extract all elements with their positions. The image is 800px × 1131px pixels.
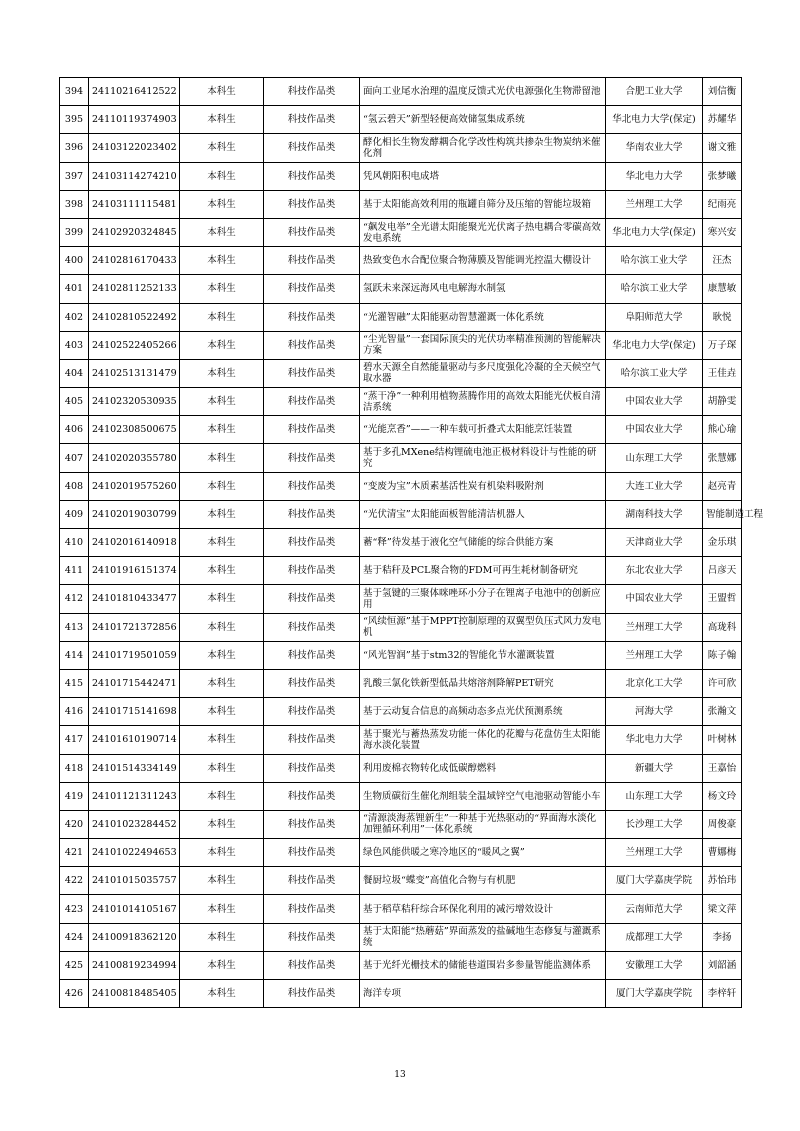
cell-id: 24101810433477 bbox=[89, 585, 180, 613]
cell-level: 本科生 bbox=[180, 359, 264, 387]
table-row bbox=[60, 951, 742, 979]
cell-category: 科技作品类 bbox=[264, 444, 360, 472]
cell-number: 397 bbox=[60, 162, 89, 190]
cell-level: 本科生 bbox=[180, 585, 264, 613]
cell-school: 中国农业大学 bbox=[606, 388, 703, 416]
cell-title: “氢云碧天”新型轻便高效储氢集成系统 bbox=[360, 106, 606, 134]
cell-title: 乳酸三氯化铁新型低晶共熔溶剂降解PET研究 bbox=[360, 669, 606, 697]
cell-number: 411 bbox=[60, 557, 89, 585]
cell-school: 合肥工业大学 bbox=[606, 78, 703, 106]
table-row bbox=[60, 810, 742, 838]
cell-level: 本科生 bbox=[180, 78, 264, 106]
table-row bbox=[60, 472, 742, 500]
table-row bbox=[60, 218, 742, 246]
cell-name: 杨文玲 bbox=[703, 782, 742, 810]
cell-title: 热致变色水合配位聚合物薄膜及智能调光控温大棚设计 bbox=[360, 247, 606, 275]
cell-category: 科技作品类 bbox=[264, 782, 360, 810]
cell-category: 科技作品类 bbox=[264, 980, 360, 1008]
cell-school: 华南农业大学 bbox=[606, 134, 703, 162]
cell-category: 科技作品类 bbox=[264, 472, 360, 500]
cell-name: 谢文雅 bbox=[703, 134, 742, 162]
cell-school: 兰州理工大学 bbox=[606, 613, 703, 641]
cell-name: 万子琛 bbox=[703, 331, 742, 359]
cell-number: 396 bbox=[60, 134, 89, 162]
cell-number: 408 bbox=[60, 472, 89, 500]
cell-title: 基于稻草秸秆综合环保化利用的减污增效设计 bbox=[360, 895, 606, 923]
cell-school: 兰州理工大学 bbox=[606, 641, 703, 669]
cell-school: 云南师范大学 bbox=[606, 895, 703, 923]
cell-title: 绿色风能供暖之寒冷地区的“暖风之翼” bbox=[360, 839, 606, 867]
cell-school: 哈尔滨工业大学 bbox=[606, 247, 703, 275]
cell-id: 24103122023402 bbox=[89, 134, 180, 162]
award-list-table bbox=[59, 77, 764, 1008]
cell-school: 新疆大学 bbox=[606, 754, 703, 782]
cell-level: 本科生 bbox=[180, 951, 264, 979]
cell-level: 本科生 bbox=[180, 500, 264, 528]
cell-title: “风续恒源”基于MPPT控制原理的双翼型负压式风力发电机 bbox=[360, 613, 606, 641]
cell-category: 科技作品类 bbox=[264, 726, 360, 754]
cell-title: 氢跃未来深远海风电电解海水制氢 bbox=[360, 275, 606, 303]
cell-title: 酵化相长生物发酵耦合化学改性构筑共掺杂生物炭纳米催化剂 bbox=[360, 134, 606, 162]
cell-school: 湖南科技大学 bbox=[606, 500, 703, 528]
cell-title: 基于太阳能“热蘑菇”界面蒸发的盐碱地生态修复与灌溉系统 bbox=[360, 923, 606, 951]
cell-category: 科技作品类 bbox=[264, 923, 360, 951]
cell-id: 24102810522492 bbox=[89, 303, 180, 331]
cell-name: 王盟哲 bbox=[703, 585, 742, 613]
cell-id: 24101014105167 bbox=[89, 895, 180, 923]
cell-name: 许可欣 bbox=[703, 669, 742, 697]
cell-number: 417 bbox=[60, 726, 89, 754]
cell-number: 414 bbox=[60, 641, 89, 669]
cell-number: 420 bbox=[60, 810, 89, 838]
table-row bbox=[60, 529, 742, 557]
cell-level: 本科生 bbox=[180, 162, 264, 190]
cell-id: 24101022494653 bbox=[89, 839, 180, 867]
cell-category: 科技作品类 bbox=[264, 500, 360, 528]
cell-category: 科技作品类 bbox=[264, 839, 360, 867]
cell-title: 蓄“释”待发基于液化空气储能的综合供能方案 bbox=[360, 529, 606, 557]
cell-number: 400 bbox=[60, 247, 89, 275]
cell-name: 王嘉怡 bbox=[703, 754, 742, 782]
cell-number: 415 bbox=[60, 669, 89, 697]
cell-level: 本科生 bbox=[180, 867, 264, 895]
cell-number: 412 bbox=[60, 585, 89, 613]
cell-id: 24100818485405 bbox=[89, 980, 180, 1008]
table-row bbox=[60, 557, 742, 585]
cell-number: 405 bbox=[60, 388, 89, 416]
cell-title: 基于太阳能高效利用的瓶罐自筛分及压缩的智能垃圾箱 bbox=[360, 190, 606, 218]
cell-category: 科技作品类 bbox=[264, 162, 360, 190]
cell-category: 科技作品类 bbox=[264, 613, 360, 641]
table-row bbox=[60, 641, 742, 669]
cell-title: “光能烹香”——一种车载可折叠式太阳能烹饪装置 bbox=[360, 416, 606, 444]
cell-level: 本科生 bbox=[180, 698, 264, 726]
table-row bbox=[60, 895, 742, 923]
cell-category: 科技作品类 bbox=[264, 359, 360, 387]
cell-name: 熊心瑜 bbox=[703, 416, 742, 444]
cell-id: 24102320530935 bbox=[89, 388, 180, 416]
cell-number: 410 bbox=[60, 529, 89, 557]
cell-id: 24101715141698 bbox=[89, 698, 180, 726]
cell-category: 科技作品类 bbox=[264, 303, 360, 331]
cell-number: 422 bbox=[60, 867, 89, 895]
table-row bbox=[60, 500, 742, 528]
cell-name: 高珑科 bbox=[703, 613, 742, 641]
cell-level: 本科生 bbox=[180, 218, 264, 246]
cell-level: 本科生 bbox=[180, 275, 264, 303]
cell-number: 424 bbox=[60, 923, 89, 951]
cell-name: 周俊豪 bbox=[703, 810, 742, 838]
cell-category: 科技作品类 bbox=[264, 106, 360, 134]
cell-category: 科技作品类 bbox=[264, 247, 360, 275]
cell-id: 24100918362120 bbox=[89, 923, 180, 951]
cell-level: 本科生 bbox=[180, 726, 264, 754]
cell-name: 刘信衡 bbox=[703, 78, 742, 106]
cell-name: 李扬 bbox=[703, 923, 742, 951]
cell-id: 24101715442471 bbox=[89, 669, 180, 697]
cell-school: 河海大学 bbox=[606, 698, 703, 726]
cell-title: “飙发电举”全光谱太阳能聚光光伏离子热电耦合零碳高效发电系统 bbox=[360, 218, 606, 246]
cell-id: 24103114274210 bbox=[89, 162, 180, 190]
cell-id: 24103111115481 bbox=[89, 190, 180, 218]
cell-name: 苏怡玮 bbox=[703, 867, 742, 895]
table-row bbox=[60, 416, 742, 444]
cell-level: 本科生 bbox=[180, 388, 264, 416]
cell-level: 本科生 bbox=[180, 895, 264, 923]
table-row bbox=[60, 275, 742, 303]
cell-school: 中国农业大学 bbox=[606, 585, 703, 613]
cell-category: 科技作品类 bbox=[264, 867, 360, 895]
cell-title: 餐厨垃圾“蝶变”高值化合物与有机肥 bbox=[360, 867, 606, 895]
cell-number: 426 bbox=[60, 980, 89, 1008]
cell-category: 科技作品类 bbox=[264, 134, 360, 162]
cell-name: 耿悦 bbox=[703, 303, 742, 331]
cell-category: 科技作品类 bbox=[264, 669, 360, 697]
cell-level: 本科生 bbox=[180, 641, 264, 669]
table-row bbox=[60, 698, 742, 726]
cell-level: 本科生 bbox=[180, 416, 264, 444]
cell-id: 24101719501059 bbox=[89, 641, 180, 669]
cell-category: 科技作品类 bbox=[264, 641, 360, 669]
cell-school: 长沙理工大学 bbox=[606, 810, 703, 838]
cell-title: “蒸干净”一种利用植物蒸腾作用的高效太阳能光伏板自清洁系统 bbox=[360, 388, 606, 416]
cell-level: 本科生 bbox=[180, 106, 264, 134]
cell-title: 基于多孔MXene结构锂硫电池正极材料设计与性能的研究 bbox=[360, 444, 606, 472]
cell-school: 哈尔滨工业大学 bbox=[606, 359, 703, 387]
cell-id: 24102019575260 bbox=[89, 472, 180, 500]
cell-school: 大连工业大学 bbox=[606, 472, 703, 500]
cell-name: 梁文萍 bbox=[703, 895, 742, 923]
cell-category: 科技作品类 bbox=[264, 275, 360, 303]
cell-name: 纪雨亮 bbox=[703, 190, 742, 218]
table-row bbox=[60, 726, 742, 754]
cell-level: 本科生 bbox=[180, 134, 264, 162]
cell-id: 24101023284452 bbox=[89, 810, 180, 838]
cell-id: 24102920324845 bbox=[89, 218, 180, 246]
cell-school: 北京化工大学 bbox=[606, 669, 703, 697]
cell-id: 24102016140918 bbox=[89, 529, 180, 557]
cell-name: 赵亮青 bbox=[703, 472, 742, 500]
cell-category: 科技作品类 bbox=[264, 698, 360, 726]
cell-id: 24101610190714 bbox=[89, 726, 180, 754]
cell-name: 刘韶涵 bbox=[703, 951, 742, 979]
cell-name: 胡静雯 bbox=[703, 388, 742, 416]
table-row bbox=[60, 303, 742, 331]
cell-number: 421 bbox=[60, 839, 89, 867]
cell-id: 24100819234994 bbox=[89, 951, 180, 979]
cell-school: 华北电力大学 bbox=[606, 726, 703, 754]
cell-number: 406 bbox=[60, 416, 89, 444]
cell-level: 本科生 bbox=[180, 472, 264, 500]
cell-school: 阜阳师范大学 bbox=[606, 303, 703, 331]
cell-level: 本科生 bbox=[180, 923, 264, 951]
cell-title: 生物质碳衍生催化剂组装全温域锌空气电池驱动智能小车 bbox=[360, 782, 606, 810]
cell-number: 401 bbox=[60, 275, 89, 303]
cell-level: 本科生 bbox=[180, 557, 264, 585]
cell-title: 海洋专项 bbox=[360, 980, 606, 1008]
cell-school: 厦门大学嘉庚学院 bbox=[606, 867, 703, 895]
cell-title: 面向工业尾水治理的温度反馈式光伏电源强化生物滞留池 bbox=[360, 78, 606, 106]
cell-category: 科技作品类 bbox=[264, 78, 360, 106]
cell-id: 24101015035757 bbox=[89, 867, 180, 895]
cell-category: 科技作品类 bbox=[264, 218, 360, 246]
table-row bbox=[60, 190, 742, 218]
cell-title: “清源淡海蒸锂新生”一种基于光热驱动的“界面海水淡化加锂循环利用”一体化系统 bbox=[360, 810, 606, 838]
cell-category: 科技作品类 bbox=[264, 190, 360, 218]
cell-school: 中国农业大学 bbox=[606, 416, 703, 444]
cell-title: “光灌智融”太阳能驱动智慧灌溉一体化系统 bbox=[360, 303, 606, 331]
cell-school: 安徽理工大学 bbox=[606, 951, 703, 979]
cell-name: 金乐琪 bbox=[703, 529, 742, 557]
cell-level: 本科生 bbox=[180, 669, 264, 697]
cell-level: 本科生 bbox=[180, 529, 264, 557]
cell-title: “尘光智量”一套国际顶尖的光伏功率精准预测的智能解决方案 bbox=[360, 331, 606, 359]
table-row bbox=[60, 78, 742, 106]
cell-name: 智能制造工程 bbox=[703, 500, 742, 528]
cell-title: 碧水天源全自然能量驱动与多尺度强化冷凝的全天候空气取水器 bbox=[360, 359, 606, 387]
cell-name: 陈子翰 bbox=[703, 641, 742, 669]
table-row bbox=[60, 162, 742, 190]
cell-level: 本科生 bbox=[180, 613, 264, 641]
cell-id: 24110119374903 bbox=[89, 106, 180, 134]
cell-title: “风光智润”基于stm32的智能化节水灌溉装置 bbox=[360, 641, 606, 669]
cell-school: 兰州理工大学 bbox=[606, 190, 703, 218]
cell-level: 本科生 bbox=[180, 444, 264, 472]
cell-id: 24102522405266 bbox=[89, 331, 180, 359]
cell-level: 本科生 bbox=[180, 303, 264, 331]
cell-level: 本科生 bbox=[180, 782, 264, 810]
cell-school: 成都理工大学 bbox=[606, 923, 703, 951]
cell-title: “变废为宝”木质素基活性炭有机染料吸附剂 bbox=[360, 472, 606, 500]
cell-category: 科技作品类 bbox=[264, 416, 360, 444]
cell-category: 科技作品类 bbox=[264, 895, 360, 923]
cell-title: 利用废棉衣物转化成低碳醇燃料 bbox=[360, 754, 606, 782]
cell-name: 汪杰 bbox=[703, 247, 742, 275]
cell-name: 李梓轩 bbox=[703, 980, 742, 1008]
cell-name: 王佳垚 bbox=[703, 359, 742, 387]
table-row bbox=[60, 331, 742, 359]
cell-school: 华北电力大学(保定) bbox=[606, 218, 703, 246]
cell-number: 418 bbox=[60, 754, 89, 782]
cell-name: 叶树林 bbox=[703, 726, 742, 754]
cell-school: 山东理工大学 bbox=[606, 444, 703, 472]
cell-name: 曹娜梅 bbox=[703, 839, 742, 867]
cell-category: 科技作品类 bbox=[264, 585, 360, 613]
cell-school: 兰州理工大学 bbox=[606, 839, 703, 867]
cell-title: 基于光纤光栅技术的储能巷道围岩多参量智能监测体系 bbox=[360, 951, 606, 979]
cell-id: 24102811252133 bbox=[89, 275, 180, 303]
cell-number: 407 bbox=[60, 444, 89, 472]
cell-id: 24101514334149 bbox=[89, 754, 180, 782]
cell-id: 24101721372856 bbox=[89, 613, 180, 641]
table-row bbox=[60, 585, 742, 613]
cell-school: 哈尔滨工业大学 bbox=[606, 275, 703, 303]
table-row bbox=[60, 839, 742, 867]
cell-category: 科技作品类 bbox=[264, 557, 360, 585]
page-number: 13 bbox=[394, 1070, 406, 1080]
cell-number: 403 bbox=[60, 331, 89, 359]
table-row bbox=[60, 613, 742, 641]
cell-title: 基于秸秆及PCL聚合物的FDM可再生耗材制备研究 bbox=[360, 557, 606, 585]
cell-name: 张瀚文 bbox=[703, 698, 742, 726]
cell-level: 本科生 bbox=[180, 247, 264, 275]
table-row bbox=[60, 923, 742, 951]
cell-name: 苏耀华 bbox=[703, 106, 742, 134]
table-row bbox=[60, 106, 742, 134]
cell-id: 24102308500675 bbox=[89, 416, 180, 444]
cell-number: 413 bbox=[60, 613, 89, 641]
cell-number: 423 bbox=[60, 895, 89, 923]
table-row bbox=[60, 980, 742, 1008]
cell-number: 402 bbox=[60, 303, 89, 331]
cell-title: 基于聚光与蓄热蒸发功能一体化的花瓣与花盘仿生太阳能海水淡化装置 bbox=[360, 726, 606, 754]
cell-id: 24101916151374 bbox=[89, 557, 180, 585]
table-body bbox=[60, 78, 764, 1008]
cell-title: 基于氢键的三聚体咪唑环小分子在锂离子电池中的创新应用 bbox=[360, 585, 606, 613]
cell-number: 409 bbox=[60, 500, 89, 528]
table-row bbox=[60, 247, 742, 275]
cell-category: 科技作品类 bbox=[264, 754, 360, 782]
cell-name: 寒兴安 bbox=[703, 218, 742, 246]
cell-title: 凭风朝阳积电成塔 bbox=[360, 162, 606, 190]
cell-number: 404 bbox=[60, 359, 89, 387]
cell-category: 科技作品类 bbox=[264, 331, 360, 359]
cell-level: 本科生 bbox=[180, 754, 264, 782]
cell-name: 张梦曦 bbox=[703, 162, 742, 190]
table-row bbox=[60, 754, 742, 782]
table-row bbox=[60, 359, 742, 387]
table-row bbox=[60, 388, 742, 416]
cell-level: 本科生 bbox=[180, 190, 264, 218]
cell-school: 天津商业大学 bbox=[606, 529, 703, 557]
cell-number: 395 bbox=[60, 106, 89, 134]
cell-id: 24110216412522 bbox=[89, 78, 180, 106]
cell-number: 398 bbox=[60, 190, 89, 218]
cell-school: 东北农业大学 bbox=[606, 557, 703, 585]
cell-number: 394 bbox=[60, 78, 89, 106]
cell-id: 24101121311243 bbox=[89, 782, 180, 810]
cell-name: 康慧敏 bbox=[703, 275, 742, 303]
cell-title: 基于云动复合信息的高频动态多点光伏预测系统 bbox=[360, 698, 606, 726]
cell-number: 419 bbox=[60, 782, 89, 810]
cell-name: 吕彦天 bbox=[703, 557, 742, 585]
cell-number: 425 bbox=[60, 951, 89, 979]
table-row bbox=[60, 444, 742, 472]
cell-title: “光伏清宝”太阳能面板智能清洁机器人 bbox=[360, 500, 606, 528]
cell-category: 科技作品类 bbox=[264, 388, 360, 416]
cell-number: 399 bbox=[60, 218, 89, 246]
cell-school: 华北电力大学(保定) bbox=[606, 331, 703, 359]
cell-id: 24102019030799 bbox=[89, 500, 180, 528]
cell-school: 山东理工大学 bbox=[606, 782, 703, 810]
cell-name: 张慧娜 bbox=[703, 444, 742, 472]
cell-number: 416 bbox=[60, 698, 89, 726]
cell-level: 本科生 bbox=[180, 810, 264, 838]
cell-level: 本科生 bbox=[180, 331, 264, 359]
cell-level: 本科生 bbox=[180, 839, 264, 867]
table-row bbox=[60, 134, 742, 162]
table-row bbox=[60, 867, 742, 895]
table-row bbox=[60, 669, 742, 697]
cell-id: 24102816170433 bbox=[89, 247, 180, 275]
cell-category: 科技作品类 bbox=[264, 810, 360, 838]
cell-id: 24102020355780 bbox=[89, 444, 180, 472]
cell-school: 华北电力大学 bbox=[606, 162, 703, 190]
cell-category: 科技作品类 bbox=[264, 529, 360, 557]
table-row bbox=[60, 782, 742, 810]
cell-school: 华北电力大学(保定) bbox=[606, 106, 703, 134]
cell-level: 本科生 bbox=[180, 980, 264, 1008]
cell-school: 厦门大学嘉庚学院 bbox=[606, 980, 703, 1008]
cell-id: 24102513131479 bbox=[89, 359, 180, 387]
cell-category: 科技作品类 bbox=[264, 951, 360, 979]
